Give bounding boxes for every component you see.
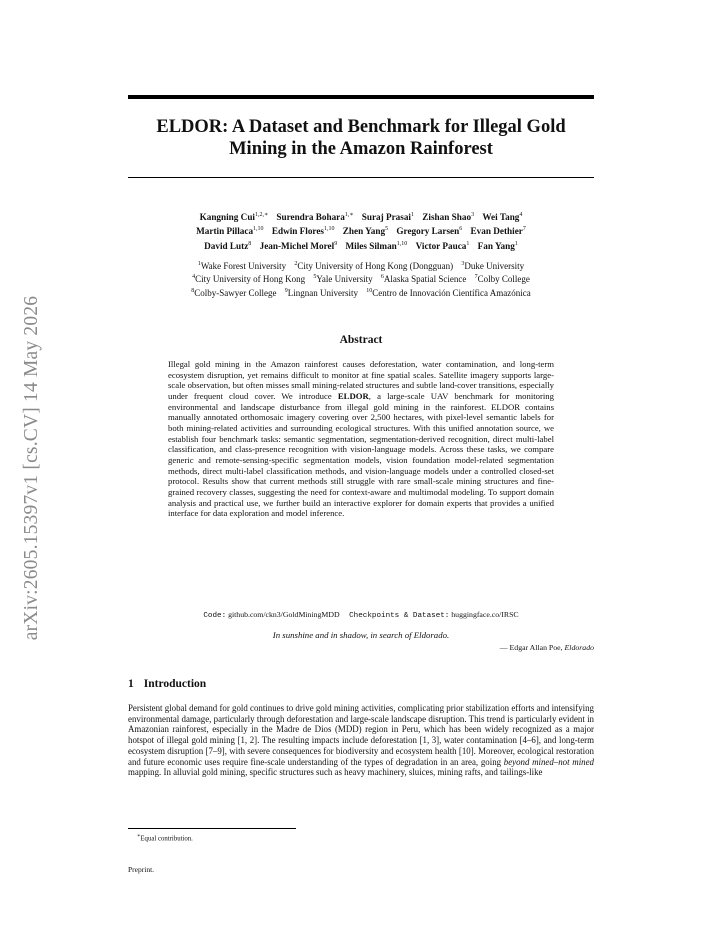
- author: Victor Pauca$^1$: [415, 240, 470, 251]
- author: Zishan Shao$^3$: [422, 212, 475, 223]
- footnote: ∗Equal contribution.: [137, 834, 193, 843]
- affiliation: $^6$Alaska Spatial Science: [380, 274, 467, 285]
- introduction-text: Persistent global demand for gold continues to drive gold mining activities, complicating prior stabilization efforts and intensifying environmental damage, particularly through deforestation and large-scale landscape disruption. This trend is particularly evident in Amazonian rainforest, especially in the Madre de Dios (MDD) region in Peru, which has been widely recognized as a major hotspot of illegal gold mining [1, 2]. The resulting impacts include deforestation [1, 3], water contamination [4–6], and long-term ecosystem disruption [7–9], with severe consequences for biodiversity and ecosystem health [10]. Moreover, ecological restoration and future economic uses require fine-scale understanding of the types of degradation in an area, going beyond mined–not mined mapping. In alluvial gold mining, specific structures such as heavy machinery, sluices, mining rafts, and tailings-like: [128, 703, 594, 778]
- author: Kangning Cui$^{1,2,∗}$: [199, 212, 269, 223]
- abstract-heading: Abstract: [339, 334, 383, 346]
- author: Martin Pillaca$^{1,10}$: [196, 226, 264, 237]
- author: David Lutz$^8$: [204, 240, 252, 251]
- affiliation: $^9$Lingnan University: [284, 287, 359, 298]
- arxiv-side-stamp: [6, 258, 58, 678]
- code-label: Code:: [203, 612, 227, 620]
- affiliation: $^7$Colby College: [474, 274, 530, 285]
- title-top-rule: [128, 95, 594, 99]
- dataset-label: Checkpoints & Dataset:: [349, 612, 450, 620]
- dataset-link[interactable]: huggingface.co/IRSC: [451, 610, 519, 619]
- affiliation: $^5$Yale University: [313, 274, 373, 285]
- affiliation: $^1$Wake Forest University: [197, 261, 287, 271]
- author: Fan Yang$^1$: [477, 240, 518, 251]
- title-bottom-rule: [128, 177, 594, 178]
- author: Jean-Michel Morel$^9$: [259, 240, 338, 251]
- arxiv-id[interactable]: arXiv:2605.15397v1 [cs.CV] 14 May 2026: [21, 295, 42, 641]
- author: Surendra Bohara$^{1,∗}$: [276, 212, 354, 223]
- affiliation-list: [118, 259, 604, 299]
- title-line-2: Mining in the Amazon Rainforest: [229, 139, 493, 159]
- affiliation: $^{10}$Centro de Innovación Científica Amazónica: [366, 287, 531, 298]
- author: Zhen Yang$^5$: [342, 226, 389, 237]
- abstract-text: Illegal gold mining in the Amazon rainforest causes deforestation, water contamination, and long-term ecosystem disruption, yet remains difficult to monitor at fine spatial scales. Satellite imagery supports large-scale observation, but often misses small mining-related structures and subtle land-cover transitions, especially under frequent cloud cover. We introduce ELDOR, a large-scale UAV benchmark for monitoring environmental and landscape disturbance from illegal gold mining in the rainforest. ELDOR contains manually annotated orthomosaic imagery covering over 2,500 hectares, with pixel-level semantic labels for both mining-related activities and surrounding ecological structures. With this unified annotation source, we establish four benchmark tasks: semantic segmentation, segmentation-derived recognition, direct multi-label classification, and class-presence recognition with vision-language models. Across these tasks, we compare generic and remote-sensing-specific segmentation models, vision foundation model-related segmentation methods, direct multi-label classification methods, and vision-language models under a controlled closed-set protocol. Results show that current methods still struggle with rare small-scale mining structures and fine-grained recovery classes, suggesting the need for context-aware and multimodal modeling. To support domain analysis and practical use, we further build an interactive explorer for domain experts that provides a unified interface for data exploration and model inference.: [168, 359, 554, 519]
- affiliation: $^4$City University of Hong Kong: [192, 274, 306, 285]
- code-link[interactable]: github.com/ckn3/GoldMiningMDD: [228, 610, 340, 619]
- author: Wei Tang$^4$: [482, 212, 523, 223]
- author: Edwin Flores$^{1,10}$: [271, 226, 335, 237]
- affiliation: $^8$Colby-Sawyer College: [191, 287, 277, 298]
- author-list: [118, 209, 604, 252]
- author: Evan Dethier$^7$: [470, 226, 526, 237]
- footnote-rule: [128, 828, 296, 829]
- author: Suraj Prasai$^1$: [361, 212, 414, 223]
- resource-links: [168, 610, 554, 620]
- author: Gregory Larsen$^6$: [396, 226, 463, 237]
- epigraph-attribution: — Edgar Allan Poe, Eldorado: [499, 643, 594, 652]
- section-heading-introduction: 1 Introduction: [128, 678, 207, 690]
- dataset-name: ELDOR: [337, 390, 369, 401]
- author: Miles Silman$^{1,10}$: [345, 240, 408, 251]
- title-line-1: ELDOR: A Dataset and Benchmark for Illegal Gold: [156, 117, 566, 137]
- preprint-label: Preprint.: [128, 865, 155, 874]
- affiliation: $^3$Duke University: [461, 261, 525, 271]
- epigraph-quote: In sunshine and in shadow, in search of Eldorado.: [272, 630, 450, 640]
- paper-title: [128, 116, 594, 160]
- affiliation: $^2$City University of Hong Kong (Dongguan): [294, 261, 454, 271]
